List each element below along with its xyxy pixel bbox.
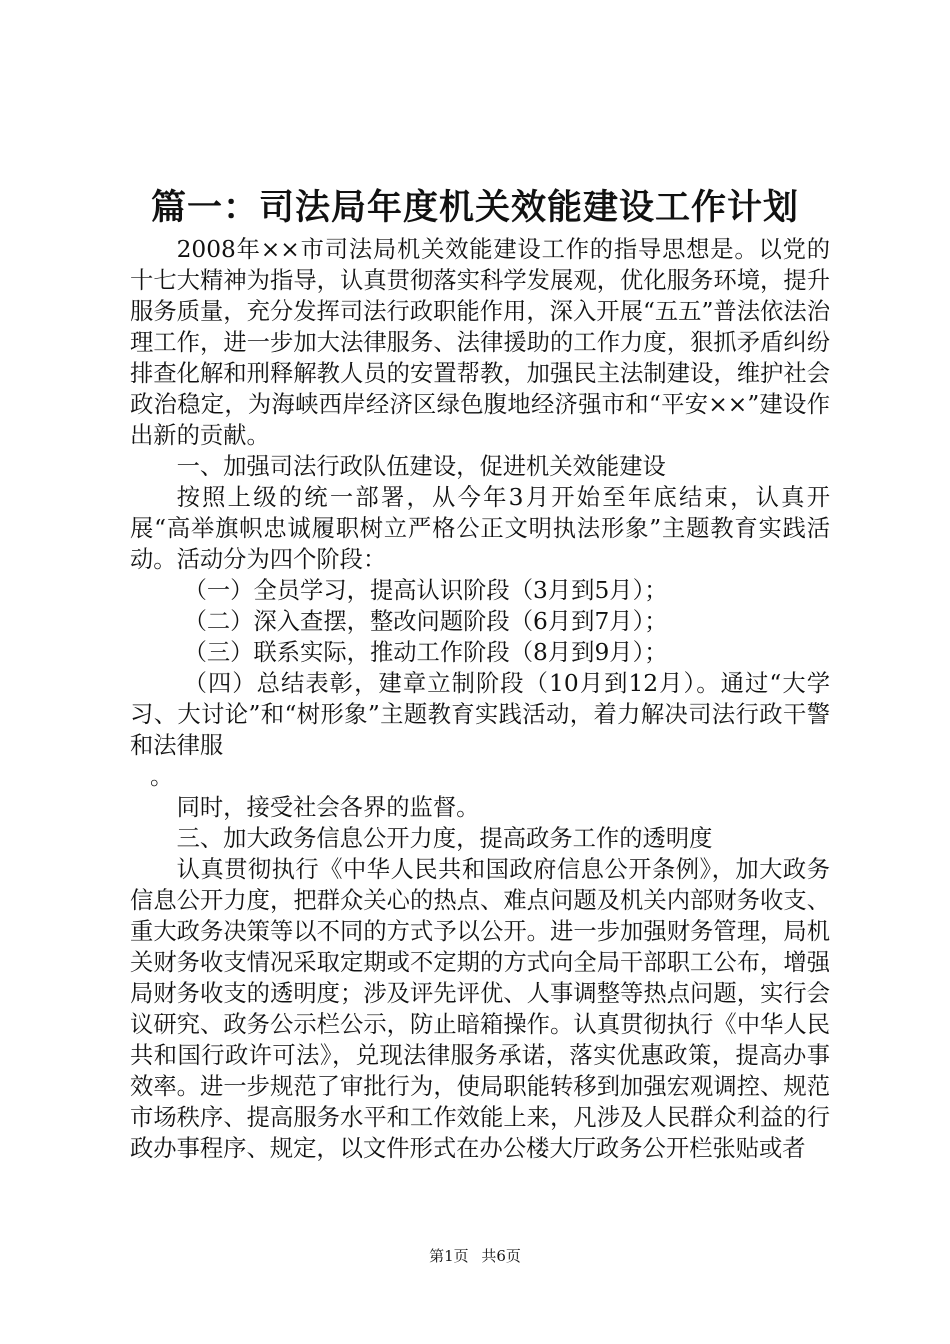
stage-item-3: （三）联系实际，推动工作阶段（8月到9月）；	[183, 639, 668, 666]
section-heading-3: 三、加大政务信息公开力度，提高政务工作的透明度	[176, 825, 713, 852]
stray-period: 。	[150, 763, 174, 790]
document-body	[130, 234, 830, 1164]
page-number: 第1页	[429, 1247, 469, 1265]
page-total: 共6页	[481, 1247, 521, 1265]
document-title: 篇一：司法局年度机关效能建设工作计划	[150, 188, 799, 228]
stage-item-2: （二）深入查摆，整改问题阶段（6月到7月）；	[183, 608, 668, 635]
page-footer	[0, 1246, 950, 1266]
stage-item-1: （一）全员学习，提高认识阶段（3月到5月）；	[183, 577, 668, 604]
paragraph-supervision: 同时，接受社会各界的监督。	[176, 794, 480, 821]
section-heading-1: 一、加强司法行政队伍建设，促进机关效能建设	[176, 453, 666, 480]
paragraph-guiding-thought: 2008年××市司法局机关效能建设工作的指导思想是。以党的十七大精神为指导，认真贯彻落实科学发展观，优化服务环境，提升服务质量，充分发挥司法行政职能作用，深入开展“五五”普法依法治理工作，进一步加大法律服务、法律援助的工作力度，狠抓矛盾纠纷排查化解和刑释解教人员的安置帮教，加强民主法制建设，维护社会政治稳定，为海峡西岸经济区绿色腹地经济强市和“平安××”建设作出新的贡献。	[130, 236, 830, 449]
stage-item-4: （四）总结表彰，建章立制阶段（10月到12月）。通过“大学习、大讨论”和“树形象”主题教育实践活动，着力解决司法行政干警和法律服	[130, 670, 830, 759]
paragraph-activity-intro: 按照上级的统一部署，从今年3月开始至年底结束，认真开展“高举旗帜忠诚履职树立严格公正文明执法形象”主题教育实践活动。活动分为四个阶段：	[130, 484, 830, 573]
paragraph-info-disclosure: 认真贯彻执行《中华人民共和国政府信息公开条例》，加大政务信息公开力度，把群众关心的热点、难点问题及机关内部财务收支、重大政务决策等以不同的方式予以公开。进一步加强财务管理，局机关财务收支情况采取定期或不定期的方式向全局干部职工公布，增强局财务收支的透明度；涉及评先评优、人事调整等热点问题，实行会议研究、政务公示栏公示，防止暗箱操作。认真贯彻执行《中华人民共和国行政许可法》，兑现法律服务承诺，落实优惠政策，提高办事效率。进一步规范了审批行为，使局职能转移到加强宏观调控、规范市场秩序、提高服务水平和工作效能上来，凡涉及人民群众利益的行政办事程序、规定，以文件形式在办公楼大厅政务公开栏张贴或者	[130, 856, 830, 1162]
